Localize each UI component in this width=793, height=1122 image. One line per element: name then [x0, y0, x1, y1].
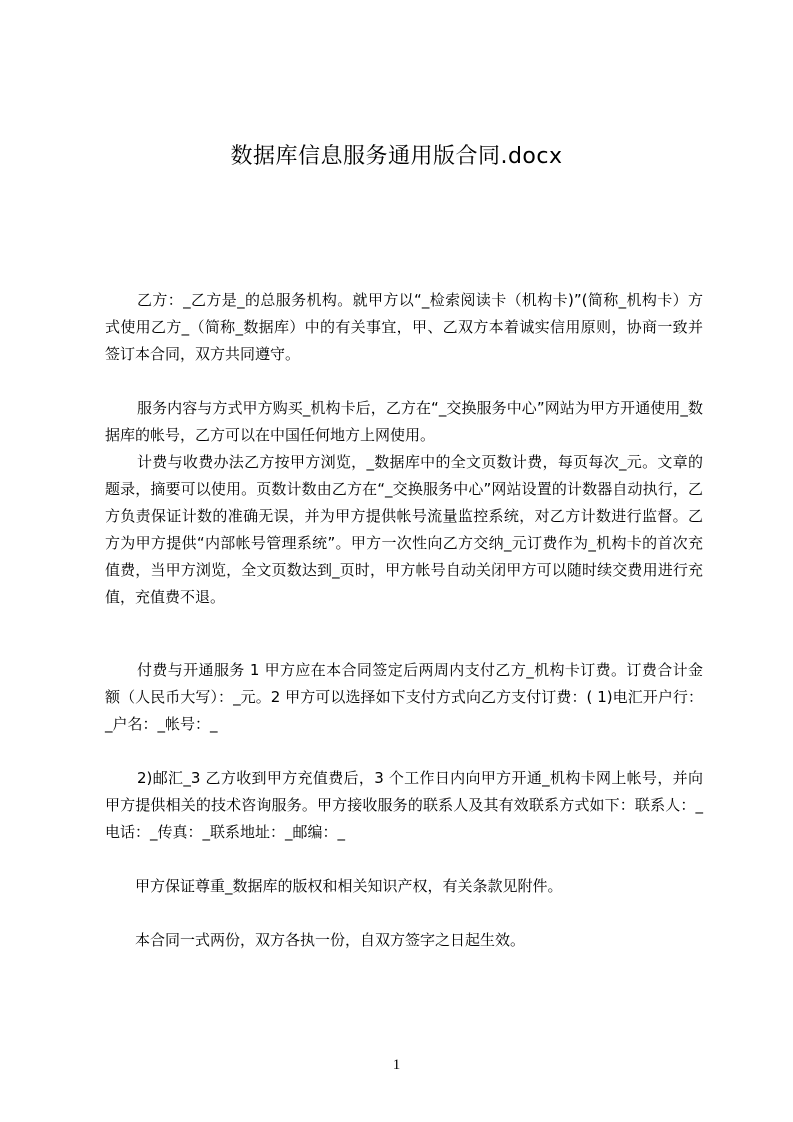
paragraph-validity: 本合同一式两份，双方各执一份，自双方签字之日起生效。 [135, 931, 526, 949]
paragraph-preamble: 乙方：_乙方是_的总服务机构。就甲方以“_检索阅读卡（机构卡)”(简称_机构卡）方式使用乙方_（简称_数据库）中的有关事宜，甲、乙双方本着诚实信用原则，协商一致并签订本合同，双方共同遵守。 [105, 291, 703, 363]
paragraph-billing: 计费与收费办法乙方按甲方浏览，_数据库中的全文页数计费，每页每次_元。文章的题录，摘要可以使用。页数计数由乙方在“_交换服务中心”网站设置的计数器自动执行，乙方负责保证计数的准确无误，并为甲方提供帐号流量监控系统，对乙方计数进行监督。乙方为甲方提供“内部帐号管理系统”。甲方一次性向乙方交纳_元订费作为_机构卡的首次充值费，当甲方浏览，全文页数达到_页时，甲方帐号自动关闭甲方可以随时续交费用进行充值，充值费不退。 [105, 453, 703, 606]
paragraph-postal-remittance: 2)邮汇_3 乙方收到甲方充值费后，3 个工作日内向甲方开通_机构卡网上帐号，并向甲方提供相关的技术咨询服务。甲方接收服务的联系人及其有效联系方式如下：联系人：_电话：_传真：_联系地址：_邮编：_ [105, 769, 703, 841]
paragraph-service-content: 服务内容与方式甲方购买_机构卡后，乙方在“_交换服务中心”网站为甲方开通使用_数据库的帐号，乙方可以在中国任何地方上网使用。 [105, 399, 703, 444]
paragraph-payment: 付费与开通服务 1 甲方应在本合同签定后两周内支付乙方_机构卡订费。订费合计金额（人民币大写）：_元。2 甲方可以选择如下支付方式向乙方支付订费：( 1)电汇开户行：_户名：_帐号：_ [105, 661, 703, 733]
paragraph-copyright: 甲方保证尊重_数据库的版权和相关知识产权，有关条款见附件。 [135, 877, 563, 895]
document-title: 数据库信息服务通用版合同.docx [230, 144, 563, 169]
page-number: 1 [392, 1057, 401, 1073]
